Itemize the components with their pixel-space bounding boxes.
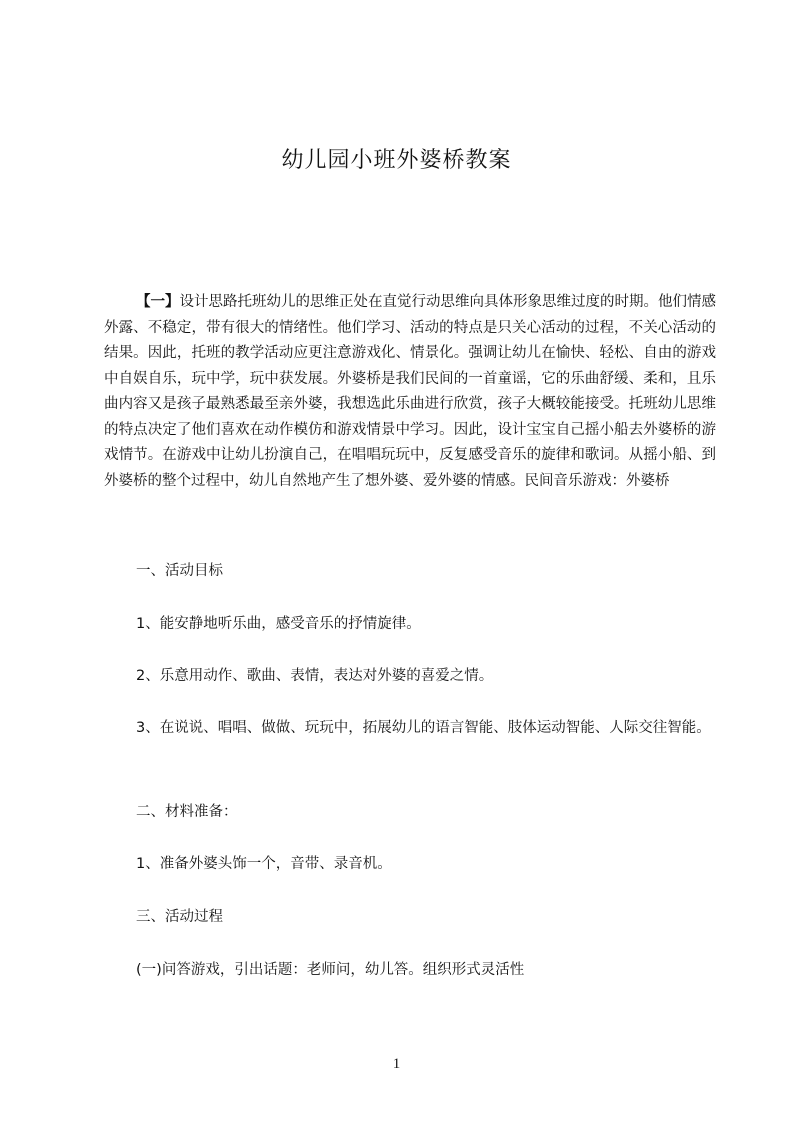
page-number: 1 <box>392 1056 401 1072</box>
goals-heading: 一、活动目标 <box>136 563 223 579</box>
document-title: 幼儿园小班外婆桥教案 <box>281 148 512 173</box>
process-heading: 三、活动过程 <box>136 909 223 925</box>
intro-text: 设计思路托班幼儿的思维正处在直觉行动思维向具体形象思维过度的时期。他们情感外露、不稳定，带有很大的情绪性。他们学习、活动的特点是只关心活动的过程，不关心活动的结果。因此，托班的教学活动应更注意游戏化、情景化。强调让幼儿在愉快、轻松、自由的游戏中自娱自乐，玩中学，玩中获发展。外婆桥是我们民间的一首童谣，它的乐曲舒缓、柔和，且乐曲内容又是孩子最熟悉最至亲外婆，我想选此乐曲进行欣赏，孩子大概较能接受。托班幼儿思维的特点决定了他们喜欢在动作模仿和游戏情景中学习。因此，设计宝宝自己摇小船去外婆桥的游戏情节。在游戏中让幼儿扮演自己，在唱唱玩玩中，反复感受音乐的旋律和歌词。从摇小船、到外婆桥的整个过程中，幼儿自然地产生了想外婆、爱外婆的情感。民间音乐游戏：外婆桥 <box>104 294 716 489</box>
material-item-1: 1、准备外婆头饰一个，音带、录音机。 <box>136 856 392 872</box>
goal-item-1: 1、能安静地听乐曲，感受音乐的抒情旋律。 <box>136 616 421 632</box>
intro-bracket-label: 【一】 <box>136 294 180 310</box>
goal-item-3: 3、在说说、唱唱、做做、玩玩中，拓展幼儿的语言智能、肢体运动智能、人际交往智能。 <box>136 720 711 736</box>
process-item-1: (一)问答游戏，引出话题：老师问，幼儿答。组织形式灵活性 <box>136 962 525 978</box>
materials-heading: 二、材料准备： <box>136 804 238 820</box>
intro-paragraph <box>104 290 716 494</box>
goal-item-2: 2、乐意用动作、歌曲、表情，表达对外婆的喜爱之情。 <box>136 668 494 684</box>
